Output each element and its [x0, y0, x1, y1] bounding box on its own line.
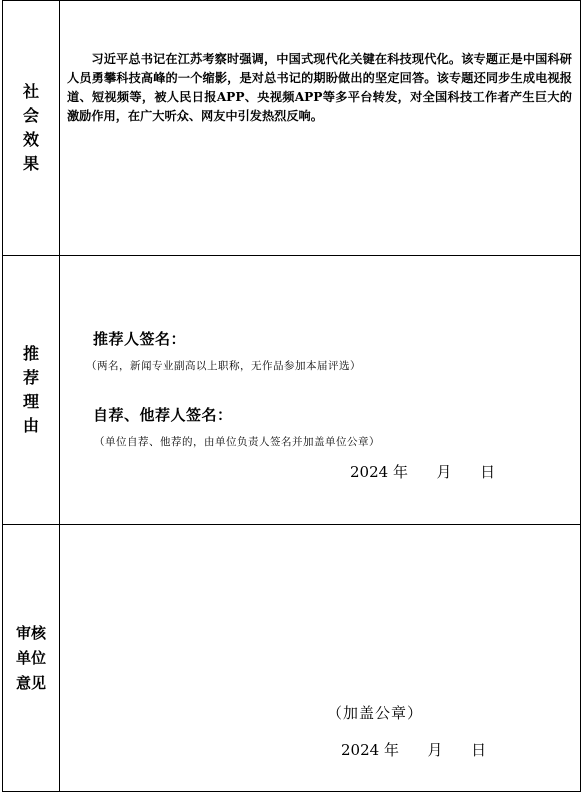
- social-effect-label: [3, 1, 59, 255]
- label-line: 意见: [15, 673, 46, 692]
- label-char: 果: [22, 154, 39, 173]
- recommendation-label: [3, 256, 59, 524]
- label-char: 会: [22, 106, 39, 125]
- review-date[interactable]: 2024 年 月 日: [341, 741, 487, 759]
- label-line: 审核: [15, 623, 46, 642]
- review-label-cell: [3, 525, 60, 792]
- self-recommend-signature-note: （单位自荐、他荐的，由单位负责人签名并加盖单位公章）: [94, 436, 380, 448]
- recommendation-form-table: [2, 0, 581, 792]
- recommendation-label-cell: [3, 256, 60, 525]
- social-effect-row: [3, 1, 581, 256]
- social-effect-content-cell: [60, 1, 581, 256]
- official-seal-note: （加盖公章）: [327, 704, 424, 722]
- self-recommend-signature-label[interactable]: 自荐、他荐人签名：: [93, 406, 233, 424]
- label-line: 单位: [15, 648, 46, 667]
- label-char: 效: [22, 130, 39, 149]
- review-label: [3, 525, 59, 791]
- recommendation-date[interactable]: 2024 年 月 日: [350, 463, 496, 481]
- social-effect-label-cell: [3, 1, 60, 256]
- label-char: 理: [22, 392, 39, 411]
- label-char: 由: [22, 416, 39, 435]
- recommendation-content-cell: [60, 256, 581, 525]
- recommender-signature-label[interactable]: 推荐人签名：: [93, 330, 187, 348]
- label-char: 荐: [22, 368, 39, 387]
- recommendation-row: [3, 256, 581, 525]
- social-effect-text: 习近平总书记在江苏考察时强调，中国式现代化关键在科技现代化。该专题正是中国科研人员勇攀科技高峰的一个缩影，是对总书记的期盼做出的坚定回答。该专题还同步生成电视报道、短视频等，被人民日报APP、央视频APP等多平台转发，对全国科技工作者产生巨大的激励作用，在广大听众、网友中引发热烈反响。: [67, 52, 572, 123]
- review-content-cell: [60, 525, 581, 792]
- label-char: 推: [22, 344, 39, 363]
- review-row: [3, 525, 581, 792]
- recommender-signature-note: （两名，新闻专业副高以上职称，无作品参加本届评选）: [86, 360, 361, 372]
- label-char: 社: [22, 82, 39, 101]
